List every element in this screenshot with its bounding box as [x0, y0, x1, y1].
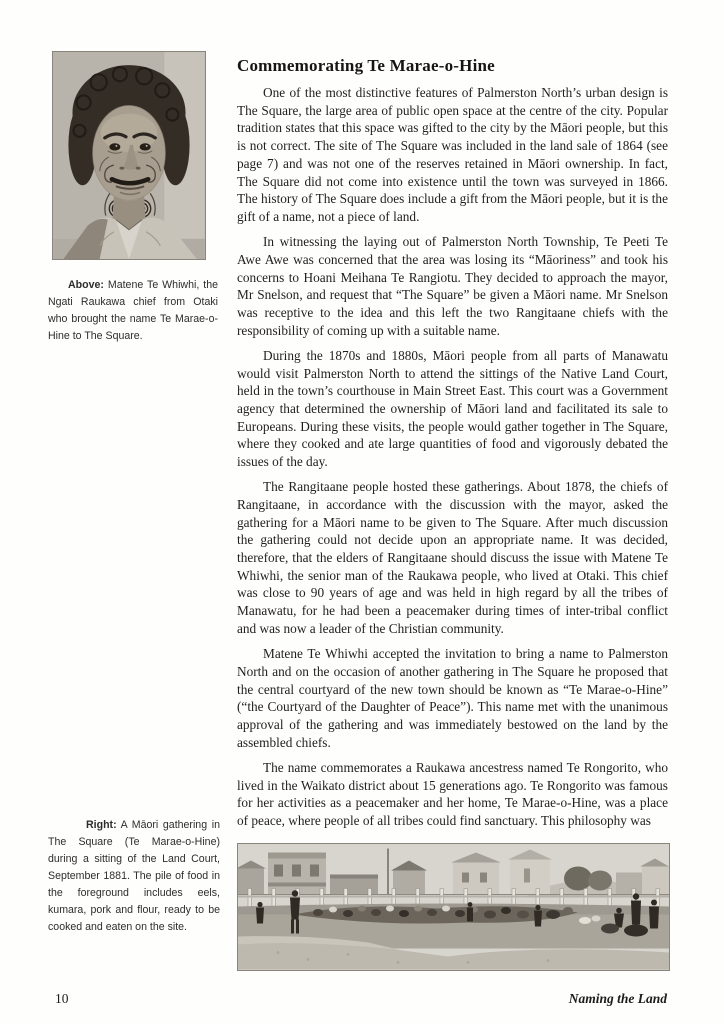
- portrait-photo-illustration: [53, 52, 205, 259]
- portrait-photo-matene-te-whiwhi: [52, 51, 206, 260]
- body-paragraph: The Rangitaane people hosted these gatherings. About 1878, the chiefs of Rangitaane, in accordance with the discussion with the mayor, asked the gathering for a Māori name to be given to The Square. After much discussion the gathering could not decide upon an appropriate name. It was decided, therefore, that the elders of Rangitaane should discuss the issue with Matene Te Whiwhi, the senior man of the Raukawa people, who lived at Otaki. This chief was close to 90 years of age and was held in high regard by all the tribes of Manawatu, for he had been a peacemaker during times of inter-tribal conflict and was now a leader of the Christian community.: [237, 479, 668, 636]
- body-paragraph: In witnessing the laying out of Palmerston North Township, Te Peeti Te Awe Awe was concerned that the area was losing its “Māoriness” and took his concerns to Hoani Meihana Te Rangiotu. They decided to approach the mayor, Mr Snelson, and request that “The Square” be given a Māori name. Mr Snelson was receptive to the idea and this left the two Rangitaane chiefs with the responsibility of coming up with a suitable name.: [237, 234, 668, 338]
- portrait-caption-text: Matene Te Whiwhi, the Ngati Raukawa chief from Otaki who brought the name Te Marae-o-Hine to The Square.: [48, 278, 218, 342]
- portrait-caption: [48, 277, 218, 345]
- portrait-caption-label: Above:: [68, 278, 104, 291]
- gathering-photo-the-square-1881: [237, 843, 670, 971]
- gathering-photo-illustration: [238, 844, 669, 970]
- page-number: 10: [55, 991, 69, 1006]
- body-paragraph: During the 1870s and 1880s, Māori people from all parts of Manawatu would visit Palmerston North to attend the sittings of the Native Land Court, held in the town’s courthouse in Main Street East. This court was a Government agency that determined the ownership of Māori land and facilitated its sale to Europeans. During these visits, the people would gather together in The Square, where they cooked and ate large quantities of food and vigorously debated the issues of the day.: [237, 347, 668, 470]
- gathering-caption: [48, 817, 220, 936]
- running-title: Naming the Land: [568, 991, 667, 1006]
- gathering-caption-text: A Māori gathering in The Square (Te Marae-o-Hine) during a sitting of the Land Court, September 1881. The pile of food in the foreground includes eels, kumara, pork and flour, ready to be cooked and eaten on the site.: [48, 818, 220, 933]
- body-paragraph: Matene Te Whiwhi accepted the invitation to bring a name to Palmerston North and on the occasion of another gathering in The Square he proposed that the central courtyard of the new town should be known as “Te Marae-o-Hine” (“the Courtyard of the Daughter of Peace”). This name met with the unanimous approval of the gathering and was immediately bestowed on the land by the assembled chiefs.: [237, 646, 668, 750]
- article-body: [237, 84, 668, 837]
- page-title: Commemorating Te Marae-o-Hine: [237, 56, 495, 76]
- body-paragraph: The name commemorates a Raukawa ancestress named Te Rongorito, who lived in the Waikato district about 15 generations ago. Te Rongorito was famous for her activities as a peacemaker and her home, Te Marae-o-Hine, was a place of peace, where people of all tribes could find sanctuary. This philosophy was: [237, 759, 668, 828]
- body-paragraph: One of the most distinctive features of Palmerston North’s urban design is The Square, the large area of public open space at the centre of the city. Popular tradition states that this space was gifted to the city by the Māori people, but this is not correct. The site of The Square was included in the land sale of 1864 (see page 7) and was not one of the reserves retained in Māori ownership. In fact, The Square did not come into existence until the town was surveyed in 1866. The history of The Square does include a gift from the Māori people, but it is the gift of a name, not a piece of land.: [237, 85, 668, 224]
- gathering-caption-label: Right:: [86, 818, 117, 831]
